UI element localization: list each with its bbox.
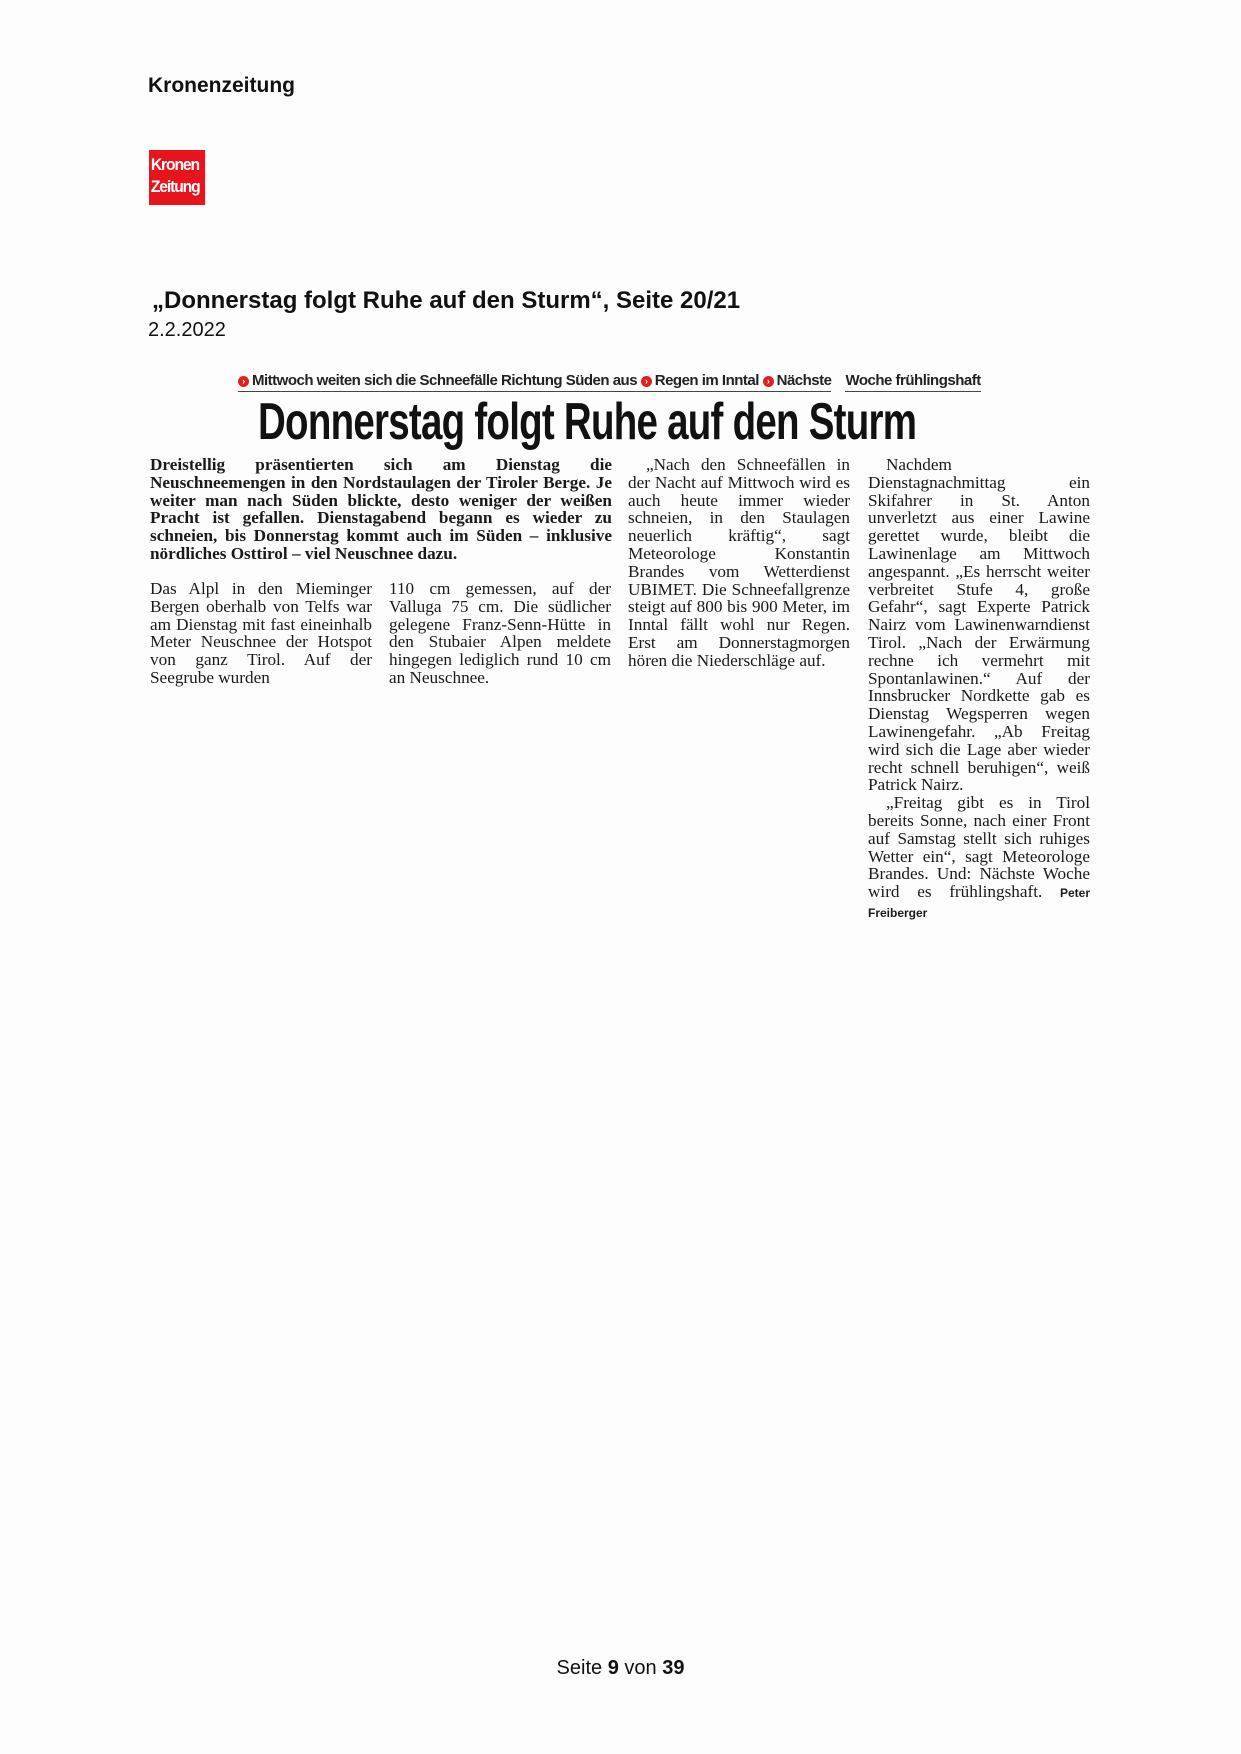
column-4-paragraph-2 [868, 794, 1090, 923]
page-number-footer [0, 1657, 1241, 1680]
article-column-3: „Nach den Schneefällen in der Nacht auf Mittwoch wird es auch heute immer wieder schneien, in den Staulagen neuerlich kräftig“, sagt Meteorologe Konstantin Brandes vom Wetterdienst UBIMET. Die Schneefallgrenze steigt auf 800 bis 900 Meter, im Inntal fällt wohl nur Regen. Erst am Donnerstagmorgen hören die Niederschläge auf. [628, 455, 850, 670]
kicker-item: Nächste [776, 372, 832, 389]
footer-separator: von [624, 1657, 657, 1679]
kicker-item: Mittwoch weiten sich die Schneefälle Richtung Süden aus [252, 372, 638, 389]
footer-prefix: Seite [556, 1657, 603, 1679]
author-byline: Peter Freiberger [868, 886, 1090, 920]
kicker-line [238, 372, 1156, 394]
publication-name: Kronenzeitung [148, 74, 295, 97]
kicker-item: Woche frühlingshaft [845, 372, 981, 389]
article-column-1: Das Alpl in den Mieminger Bergen oberhalb von Telfs war am Dienstag mit fast eineinhalb Meter Neuschnee der Hotspot von ganz Tirol. Auf der Seegrube wurden [150, 579, 372, 687]
article-column-4 [868, 456, 1090, 923]
arrow-bullet-icon: › [641, 376, 652, 387]
kicker-segment [238, 372, 831, 392]
column-4-paragraph-2-text: „Freitag gibt es in Tirol bereits Sonne, nach einer Front auf Samstag stellt sich ruhiges Wetter ein“, sagt Meteorologe Brandes. Und: Nächste Woche wird es frühlingshaft. [868, 793, 1090, 902]
article-headline: Donnerstag folgt Ruhe auf den Sturm [258, 393, 917, 451]
kicker-item: Regen im Inntal [654, 372, 759, 389]
arrow-bullet-icon: › [238, 376, 249, 387]
article-lead: Dreistellig präsentierten sich am Dienstag die Neuschneemengen in den Nordstaulagen der Tiroler Berge. Je weiter man nach Süden blickte, desto weniger der weißen Pracht ist gefallen. Dienstagabend begann es wieder zu schneien, bis Donnerstag kommt auch im Süden – inklusive nördliches Osttirol – viel Neuschnee dazu. [150, 455, 612, 563]
clip-title: „Donnerstag folgt Ruhe auf den Sturm“, Seite 20/21 [152, 287, 741, 314]
kicker-segment [845, 372, 980, 392]
logo-line-2: Zeitung [150, 177, 200, 196]
logo-line-1: Kronen [150, 155, 199, 174]
kronen-zeitung-logo [149, 150, 205, 205]
column-4-paragraph-1: Nachdem Dienstagnachmittag ein Skifahrer in St. Anton unverletzt aus einer Lawine gerettet wurde, bleibt die Lawinenlage am Mittwoch angespannt. „Es herrscht weiter verbreitet Stufe 4, große Gefahr“, sagt Experte Patrick Nairz vom Lawinenwarndienst Tirol. „Nach der Erwärmung rechne ich vermehrt mit Spontanlawinen.“ Auf der Innsbrucker Nordkette gab es Dienstag Wegsperren wegen Lawinengefahr. „Ab Freitag wird sich die Lage aber wieder recht schnell beruhigen“, weiß Patrick Nairz. [868, 455, 1090, 795]
arrow-bullet-icon: › [763, 376, 774, 387]
article-column-2: 110 cm gemessen, auf der Valluga 75 cm. Die südlicher gelegene Franz-Senn-Hütte in den Stubaier Alpen meldete hingegen lediglich rund 10 cm an Neuschnee. [389, 579, 611, 687]
clip-date: 2.2.2022 [148, 319, 226, 341]
current-page: 9 [607, 1657, 619, 1679]
total-pages: 39 [662, 1657, 685, 1679]
